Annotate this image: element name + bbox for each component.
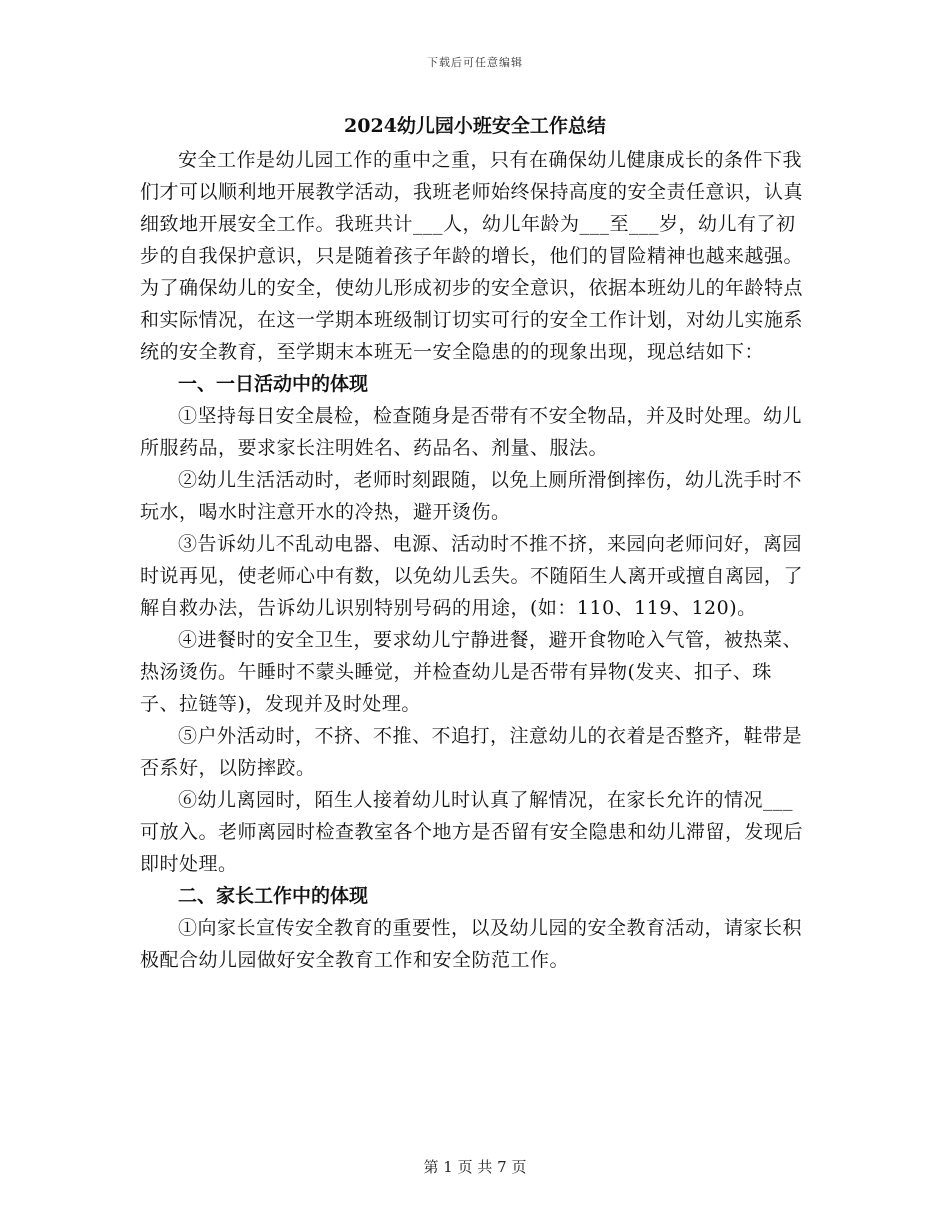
section1-item-5: ⑤户外活动时，不挤、不推、不追打，注意幼儿的衣着是否整齐，鞋带是否系好，以防摔跤。 bbox=[140, 725, 803, 779]
page-number: 第 1 页 共 7 页 bbox=[423, 1158, 527, 1176]
section-heading-2: 二、家长工作中的体现 bbox=[178, 885, 369, 907]
section1-item-2: ②幼儿生活活动时，老师时刻跟随，以免上厕所滑倒摔伤，幼儿洗手时不玩水，喝水时注意开水的冷热，避开烫伤。 bbox=[140, 469, 803, 523]
header-note: 下载后可任意编辑 bbox=[427, 56, 523, 69]
section1-item-1: ①坚持每日安全晨检，检查随身是否带有不安全物品，并及时处理。幼儿所服药品，要求家长注明姓名、药品名、剂量、服法。 bbox=[140, 405, 803, 459]
section-heading-1: 一、一日活动中的体现 bbox=[178, 373, 369, 395]
section2-item-1: ①向家长宣传安全教育的重要性，以及幼儿园的安全教育活动，请家长积极配合幼儿园做好安全教育工作和安全防范工作。 bbox=[140, 917, 803, 971]
section1-item-4: ④进餐时的安全卫生，要求幼儿宁静进餐，避开食物呛入气管，被热菜、热汤烫伤。午睡时不蒙头睡觉，并检查幼儿是否带有异物(发夹、扣子、珠子、拉链等)，发现并及时处理。 bbox=[140, 629, 803, 715]
section1-item-3: ③告诉幼儿不乱动电器、电源、活动时不推不挤，来园向老师问好，离园时说再见，使老师心中有数，以免幼儿丢失。不随陌生人离开或擅自离园，了解自救办法，告诉幼儿识别特别号码的用途，(如：110、119、120)。 bbox=[140, 533, 804, 619]
intro-paragraph: 安全工作是幼儿园工作的重中之重，只有在确保幼儿健康成长的条件下我们才可以顺利地开展教学活动，我班老师始终保持高度的安全责任意识，认真细致地开展安全工作。我班共计___人，幼儿年龄为___至___岁，幼儿有了初步的自我保护意识，只是随着孩子年龄的增长，他们的冒险精神也越来越强。为了确保幼儿的安全，使幼儿形成初步的安全意识，依据本班幼儿的年龄特点和实际情况，在这一学期本班级制订切实可行的安全工作计划，对幼儿实施系统的安全教育，至学期末本班无一安全隐患的的现象出现，现总结如下： bbox=[140, 149, 804, 363]
document-title: 2024幼儿园小班安全工作总结 bbox=[344, 115, 606, 137]
section1-item-6: ⑥幼儿离园时，陌生人接着幼儿时认真了解情况，在家长允许的情况___可放入。老师离园时检查教室各个地方是否留有安全隐患和幼儿滞留，发现后即时处理。 bbox=[140, 789, 804, 875]
document-body bbox=[140, 110, 810, 976]
